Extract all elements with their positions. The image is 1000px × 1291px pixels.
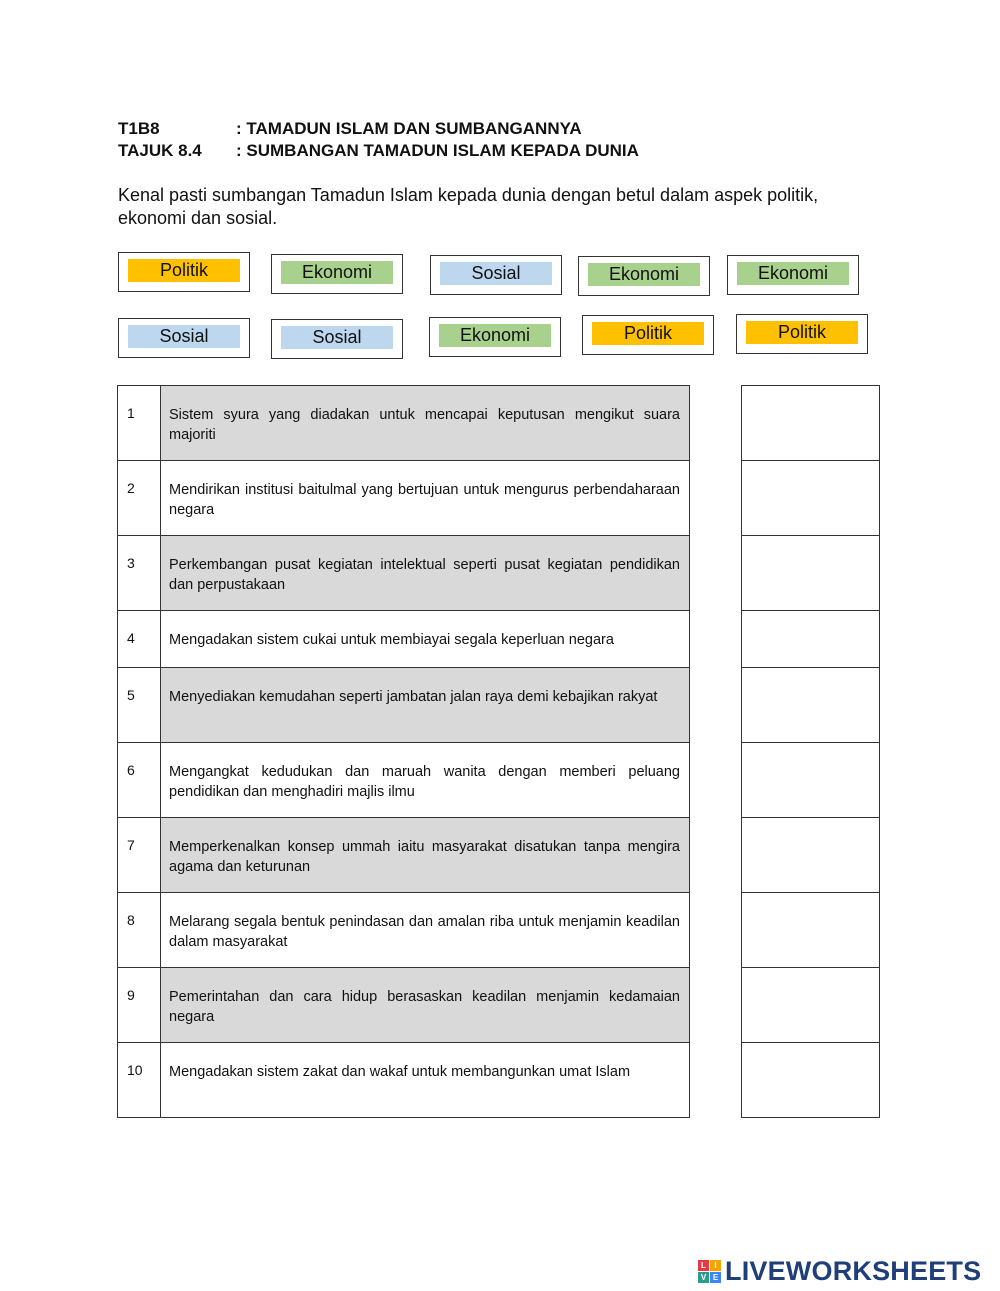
- chip-label: Ekonomi: [737, 262, 849, 285]
- chip-label: Sosial: [281, 326, 393, 349]
- answer-table: [741, 385, 880, 1118]
- answer-row: [742, 968, 880, 1043]
- question-text: Mendirikan institusi baitulmal yang bertujuan untuk mengurus perbendaharaan negara: [161, 461, 690, 536]
- chip-ekonomi[interactable]: [727, 255, 859, 295]
- question-number: 8: [118, 893, 161, 968]
- question-number: 2: [118, 461, 161, 536]
- table-row: [118, 386, 690, 461]
- chip-politik[interactable]: [582, 315, 714, 355]
- question-table: [117, 385, 690, 1118]
- chip-label: Ekonomi: [588, 263, 700, 286]
- chapter-code: T1B8: [118, 119, 160, 138]
- chip-label: Ekonomi: [439, 324, 551, 347]
- question-text: Perkembangan pusat kegiatan intelektual seperti pusat kegiatan pendidikan dan perpustakaan: [161, 536, 690, 611]
- answer-cell: [742, 893, 880, 968]
- answer-row: [742, 818, 880, 893]
- answer-row: [742, 611, 880, 668]
- answer-cell: [742, 461, 880, 536]
- instruction-text: Kenal pasti sumbangan Tamadun Islam kepada dunia dengan betul dalam aspek politik, ekonomi dan sosial.: [118, 185, 819, 228]
- answer-drop-zone-4[interactable]: [742, 611, 879, 667]
- answer-row: [742, 461, 880, 536]
- answer-drop-zone-2[interactable]: [742, 461, 879, 535]
- chip-label: Sosial: [440, 262, 552, 285]
- chip-label: Politik: [592, 322, 704, 345]
- answer-drop-zone-6[interactable]: [742, 743, 879, 817]
- chapter-title: : TAMADUN ISLAM DAN SUMBANGANNYA: [236, 119, 582, 138]
- answer-drop-zone-8[interactable]: [742, 893, 879, 967]
- question-number: 9: [118, 968, 161, 1043]
- answer-drop-zone-5[interactable]: [742, 668, 879, 742]
- table-row: [118, 611, 690, 668]
- answer-cell: [742, 968, 880, 1043]
- table-row: [118, 818, 690, 893]
- chip-ekonomi[interactable]: [578, 256, 710, 296]
- brand-icon-letter: I: [710, 1260, 721, 1271]
- answer-drop-zone-3[interactable]: [742, 536, 879, 610]
- question-text: Mengadakan sistem zakat dan wakaf untuk membangunkan umat Islam: [161, 1043, 690, 1118]
- answer-row: [742, 536, 880, 611]
- answer-drop-zone-9[interactable]: [742, 968, 879, 1042]
- answer-cell: [742, 1043, 880, 1118]
- header-line-2: [118, 140, 639, 162]
- worksheet-header: [118, 118, 639, 162]
- table-row: [118, 743, 690, 818]
- chip-sosial[interactable]: [430, 255, 562, 295]
- chip-label: Ekonomi: [281, 261, 393, 284]
- answer-drop-zone-10[interactable]: [742, 1043, 879, 1117]
- table-row: [118, 668, 690, 743]
- answer-cell: [742, 743, 880, 818]
- topic-title: : SUMBANGAN TAMADUN ISLAM KEPADA DUNIA: [236, 141, 639, 160]
- answer-row: [742, 1043, 880, 1118]
- table-row: [118, 461, 690, 536]
- question-number: 7: [118, 818, 161, 893]
- answer-row: [742, 386, 880, 461]
- chip-politik[interactable]: [736, 314, 868, 354]
- question-text: Mengangkat kedudukan dan maruah wanita dengan memberi peluang pendidikan dan menghadiri majlis ilmu: [161, 743, 690, 818]
- question-number: 3: [118, 536, 161, 611]
- liveworksheets-logo: [698, 1256, 981, 1287]
- answer-cell: [742, 536, 880, 611]
- answer-cell: [742, 386, 880, 461]
- chip-sosial[interactable]: [271, 319, 403, 359]
- chip-ekonomi[interactable]: [271, 254, 403, 294]
- answer-cell: [742, 668, 880, 743]
- chip-politik[interactable]: [118, 252, 250, 292]
- chip-ekonomi[interactable]: [429, 317, 561, 357]
- question-text: Melarang segala bentuk penindasan dan amalan riba untuk menjamin keadilan dalam masyarakat: [161, 893, 690, 968]
- brand-logo-icon: [698, 1260, 721, 1283]
- question-text: Sistem syura yang diadakan untuk mencapai keputusan mengikut suara majoriti: [161, 386, 690, 461]
- answer-row: [742, 743, 880, 818]
- answer-drop-zone-1[interactable]: [742, 386, 879, 460]
- question-number: 5: [118, 668, 161, 743]
- header-line-1: [118, 118, 639, 140]
- brand-text: LIVEWORKSHEETS: [725, 1256, 982, 1286]
- table-row: [118, 968, 690, 1043]
- question-number: 1: [118, 386, 161, 461]
- question-text: Mengadakan sistem cukai untuk membiayai segala keperluan negara: [161, 611, 690, 668]
- table-row: [118, 1043, 690, 1118]
- answer-row: [742, 893, 880, 968]
- table-row: [118, 893, 690, 968]
- chip-label: Sosial: [128, 325, 240, 348]
- chip-sosial[interactable]: [118, 318, 250, 358]
- answer-cell: [742, 818, 880, 893]
- chip-label: Politik: [746, 321, 858, 344]
- question-number: 10: [118, 1043, 161, 1118]
- brand-icon-letter: E: [710, 1272, 721, 1283]
- chip-label: Politik: [128, 259, 240, 282]
- answer-row: [742, 668, 880, 743]
- question-text: Menyediakan kemudahan seperti jambatan jalan raya demi kebajikan rakyat: [161, 668, 690, 743]
- topic-code: TAJUK 8.4: [118, 141, 202, 160]
- brand-icon-letter: L: [698, 1260, 709, 1271]
- question-number: 4: [118, 611, 161, 668]
- table-row: [118, 536, 690, 611]
- question-number: 6: [118, 743, 161, 818]
- brand-icon-letter: V: [698, 1272, 709, 1283]
- question-text: Pemerintahan dan cara hidup berasaskan keadilan menjamin kedamaian negara: [161, 968, 690, 1043]
- answer-drop-zone-7[interactable]: [742, 818, 879, 892]
- answer-cell: [742, 611, 880, 668]
- question-text: Memperkenalkan konsep ummah iaitu masyarakat disatukan tanpa mengira agama dan keturunan: [161, 818, 690, 893]
